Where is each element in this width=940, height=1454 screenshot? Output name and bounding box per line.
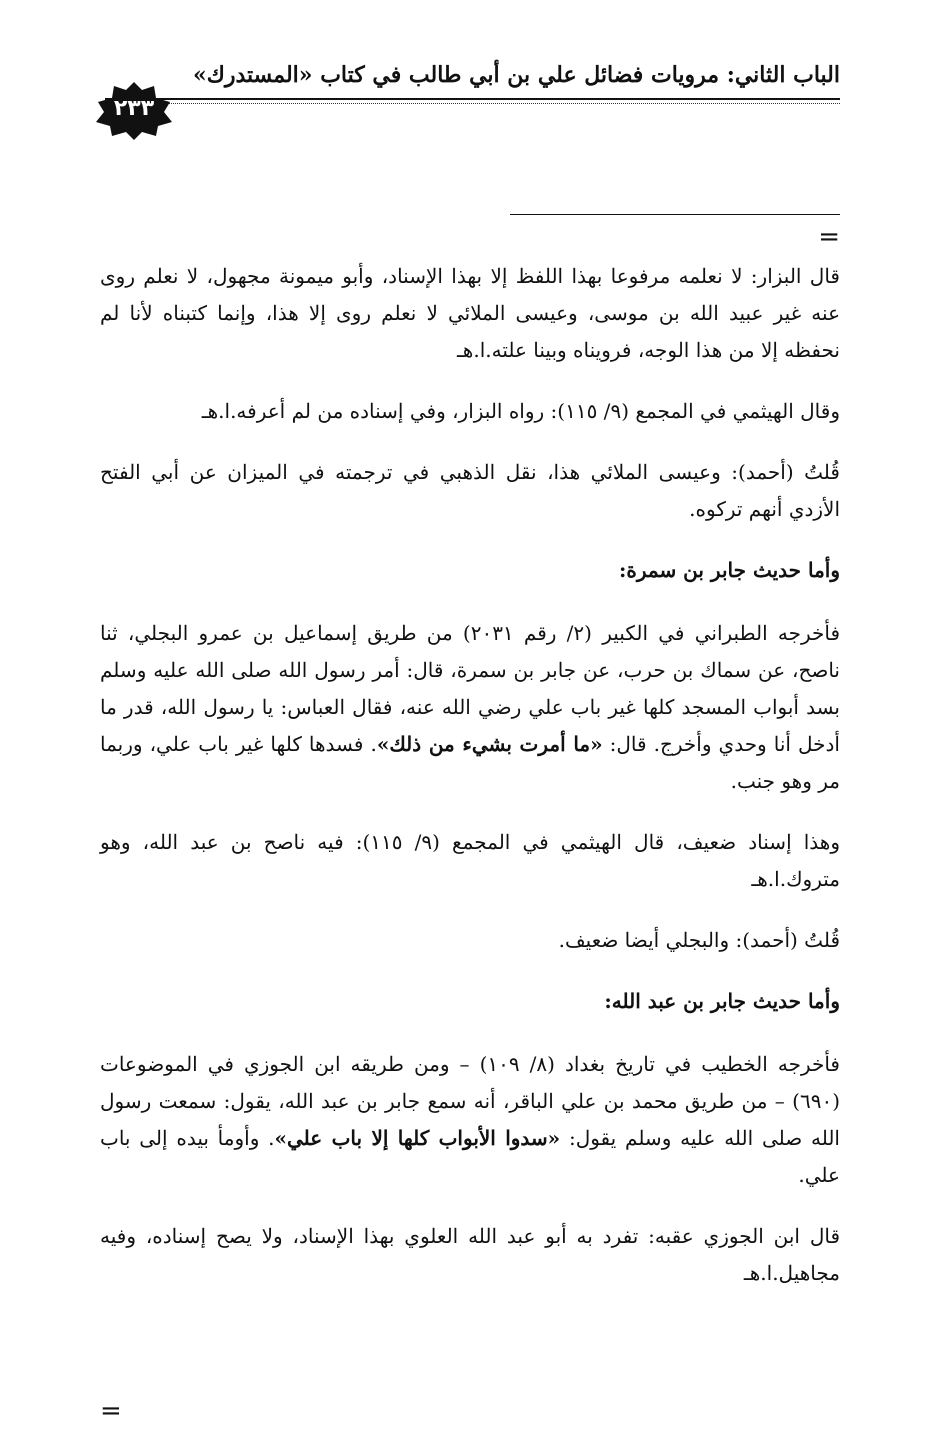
narration-text: فأخرجه الطبراني في الكبير (٢/ رقم ٢٠٣١) من طريق إسماعيل بن عمرو البجلي، ثنا ناصح، عن سماك بن حرب، عن جابر بن سمرة، قال: أمر رسول الله صلى الله عليه وسلم بسد أبواب المسجد كلها غير باب علي رضي الله عنه، فقال العباس: يا رسول الله، قدر ما أدخل أنا وحدي وأخرج. قال: — [100, 621, 841, 756]
paragraph-haythami-comment: وقال الهيثمي في المجمع (٩/ ١١٥): رواه البزار، وفي إسناده من لم أعرفه.ا.هـ — [201, 399, 840, 423]
page-number: ٢٣٣ — [113, 96, 155, 121]
paragraph-author-note-2: قُلتُ (أحمد): والبجلي أيضا ضعيف. — [558, 928, 840, 952]
narration-text-end: . وأومأ بيده إلى باب علي. — [100, 1126, 840, 1187]
narration-text-end: . فسدها كلها غير باب علي، وربما مر وهو جنب. — [100, 732, 840, 793]
paragraph-tabarani-narration — [100, 615, 840, 800]
footnote-end-mark: = — [100, 1396, 122, 1426]
paragraph-khatib-narration — [100, 1046, 840, 1194]
section-heading-jabir-abdullah: وأما حديث جابر بن عبد الله: — [604, 989, 840, 1013]
footnote-body — [100, 258, 840, 1316]
paragraph-isnad-weak: وهذا إسناد ضعيف، قال الهيثمي في المجمع (٩/ ١١٥): فيه ناصح بن عبد الله، وهو متروك.ا.هـ — [100, 830, 840, 891]
prophetic-quote: «سدوا الأبواب كلها إلا باب علي» — [274, 1126, 561, 1150]
paragraph-ibn-jawzi-comment: قال ابن الجوزي عقبه: تفرد به أبو عبد الله العلوي بهذا الإسناد، ولا يصح إسناده، وفيه مجاهيل.ا.هـ — [100, 1224, 840, 1285]
footnote-separator — [510, 214, 840, 215]
running-header-title: الباب الثاني: مرويات فضائل علي بن أبي طالب في كتاب «المستدرك» — [192, 62, 840, 88]
paragraph-author-note-1: قُلتُ (أحمد): وعيسى الملائي هذا، نقل الذهبي في ترجمته في الميزان عن أبي الفتح الأزدي أنهم تركوه. — [100, 460, 840, 521]
header-rule — [105, 98, 840, 100]
prophetic-quote: «ما أمرت بشيء من ذلك» — [376, 732, 603, 756]
section-heading-jabir-samura: وأما حديث جابر بن سمرة: — [618, 558, 840, 582]
narration-text: فأخرجه الخطيب في تاريخ بغداد (٨/ ١٠٩) – ومن طريقه ابن الجوزي في الموضوعات (٦٩٠) – من طريق محمد بن علي الباقر، أنه سمع جابر بن عبد الله، يقول: سمعت رسول الله صلى الله عليه وسلم يقول: — [100, 1052, 840, 1150]
paragraph-bazzar-comment: قال البزار: لا نعلمه مرفوعا بهذا اللفظ إلا بهذا الإسناد، وأبو ميمونة مجهول، لا نعلم روى عنه غير عبيد الله بن موسى، وعيسى الملائي لا نعلم روى إلا هذا، وإنما كتبناه لأنا لم نحفظه إلا من هذا الوجه، فرويناه وبينا علته.ا.هـ — [100, 264, 840, 362]
footnote-continuation-mark: = — [818, 222, 840, 252]
header-dotted-rule — [105, 103, 840, 104]
